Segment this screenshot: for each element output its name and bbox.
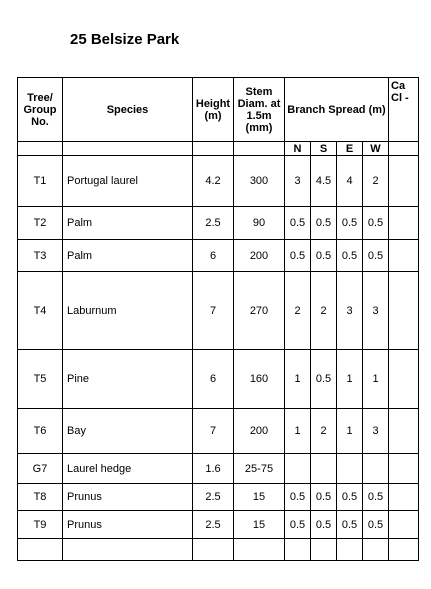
cell-s: 0.5 [311, 207, 337, 240]
cell-category [389, 156, 419, 207]
cell-category [389, 240, 419, 272]
column-header-stem-diameter: Stem Diam. at 1.5m (mm) [234, 78, 285, 142]
cell-n: 0.5 [285, 511, 311, 539]
cell-height: 2.5 [193, 207, 234, 240]
cell-w: 0.5 [363, 207, 389, 240]
cell-w: 0.5 [363, 511, 389, 539]
cell-w: 0.5 [363, 484, 389, 511]
cell-height: 1.6 [193, 454, 234, 484]
cell-stem: 90 [234, 207, 285, 240]
cell-category [389, 272, 419, 350]
subheader-blank [234, 142, 285, 156]
cell-n [285, 539, 311, 561]
cell-s: 0.5 [311, 240, 337, 272]
cell-category [389, 207, 419, 240]
subheader-blank [389, 142, 419, 156]
cell-e: 0.5 [337, 207, 363, 240]
cell-category [389, 454, 419, 484]
cell-height: 2.5 [193, 511, 234, 539]
cell-id: G7 [18, 454, 63, 484]
cell-category [389, 511, 419, 539]
cell-species: Bay [63, 409, 193, 454]
cell-height: 7 [193, 409, 234, 454]
cell-category [389, 409, 419, 454]
cell-height: 4.2 [193, 156, 234, 207]
cell-stem: 270 [234, 272, 285, 350]
cell-s [311, 539, 337, 561]
cell-n [285, 454, 311, 484]
subheader-blank [193, 142, 234, 156]
cell-species: Portugal laurel [63, 156, 193, 207]
cell-n: 1 [285, 409, 311, 454]
cell-w: 1 [363, 350, 389, 409]
column-header-id: Tree/ Group No. [18, 78, 63, 142]
cell-w: 0.5 [363, 240, 389, 272]
cell-n: 0.5 [285, 484, 311, 511]
cell-n: 0.5 [285, 207, 311, 240]
cell-n: 0.5 [285, 240, 311, 272]
subheader-blank [63, 142, 193, 156]
cell-height [193, 539, 234, 561]
cell-stem: 160 [234, 350, 285, 409]
cell-stem [234, 539, 285, 561]
cell-height: 7 [193, 272, 234, 350]
table-row [18, 156, 419, 207]
cell-s: 2 [311, 409, 337, 454]
direction-south: S [311, 142, 337, 156]
cell-id: T6 [18, 409, 63, 454]
cell-s [311, 454, 337, 484]
cell-species [63, 539, 193, 561]
cell-species: Laburnum [63, 272, 193, 350]
cell-id: T1 [18, 156, 63, 207]
cell-height: 6 [193, 240, 234, 272]
cell-id [18, 539, 63, 561]
cell-category [389, 350, 419, 409]
column-header-branch-spread: Branch Spread (m) [285, 78, 389, 142]
cell-s: 0.5 [311, 484, 337, 511]
cell-e: 1 [337, 350, 363, 409]
cell-e [337, 454, 363, 484]
cell-id: T5 [18, 350, 63, 409]
table-row [18, 409, 419, 454]
cell-e: 4 [337, 156, 363, 207]
column-header-species: Species [63, 78, 193, 142]
cell-id: T8 [18, 484, 63, 511]
cell-species: Palm [63, 240, 193, 272]
table-row [18, 350, 419, 409]
table-row [18, 207, 419, 240]
tree-survey-table [17, 77, 419, 561]
cell-e: 0.5 [337, 484, 363, 511]
cell-w [363, 539, 389, 561]
cell-species: Prunus [63, 511, 193, 539]
cell-n: 3 [285, 156, 311, 207]
page-title: 25 Belsize Park [70, 31, 180, 48]
cell-e: 3 [337, 272, 363, 350]
cell-id: T4 [18, 272, 63, 350]
direction-north: N [285, 142, 311, 156]
direction-west: W [363, 142, 389, 156]
cell-stem: 300 [234, 156, 285, 207]
cell-id: T2 [18, 207, 63, 240]
cell-height: 6 [193, 350, 234, 409]
subheader-blank [18, 142, 63, 156]
cell-stem: 15 [234, 511, 285, 539]
cell-species: Prunus [63, 484, 193, 511]
column-header-category: Ca Cl - [389, 78, 419, 142]
cell-w: 3 [363, 272, 389, 350]
cell-species: Pine [63, 350, 193, 409]
cell-n: 1 [285, 350, 311, 409]
cell-stem: 25-75 [234, 454, 285, 484]
table-row [18, 539, 419, 561]
table-body [18, 156, 419, 561]
cell-n: 2 [285, 272, 311, 350]
table-row [18, 484, 419, 511]
cell-species: Palm [63, 207, 193, 240]
table-row [18, 511, 419, 539]
cell-category [389, 539, 419, 561]
cell-w [363, 454, 389, 484]
cell-stem: 200 [234, 409, 285, 454]
cell-species: Laurel hedge [63, 454, 193, 484]
cell-e: 0.5 [337, 240, 363, 272]
cell-id: T9 [18, 511, 63, 539]
table-row [18, 272, 419, 350]
cell-stem: 200 [234, 240, 285, 272]
cell-category [389, 484, 419, 511]
cell-stem: 15 [234, 484, 285, 511]
cell-e: 1 [337, 409, 363, 454]
cell-s: 0.5 [311, 511, 337, 539]
cell-s: 2 [311, 272, 337, 350]
cell-s: 0.5 [311, 350, 337, 409]
column-header-height: Height (m) [193, 78, 234, 142]
cell-e [337, 539, 363, 561]
cell-e: 0.5 [337, 511, 363, 539]
cell-w: 3 [363, 409, 389, 454]
direction-east: E [337, 142, 363, 156]
cell-s: 4.5 [311, 156, 337, 207]
table-row [18, 454, 419, 484]
cell-id: T3 [18, 240, 63, 272]
cell-w: 2 [363, 156, 389, 207]
table-row [18, 240, 419, 272]
cell-height: 2.5 [193, 484, 234, 511]
